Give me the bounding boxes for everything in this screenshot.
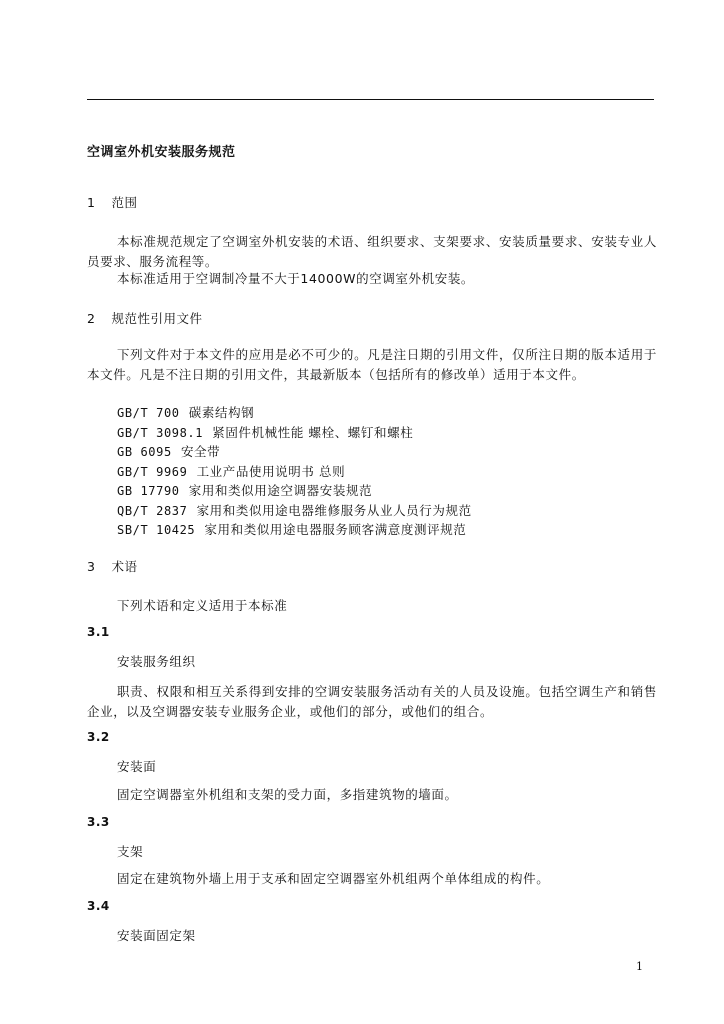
reference-title: 安全带	[180, 444, 221, 459]
list-item	[117, 462, 472, 482]
section-number: 2	[87, 311, 96, 326]
reference-title: 家用和类似用途电器服务顾客满意度测评规范	[204, 522, 467, 537]
section-heading-normative-references	[87, 309, 203, 327]
reference-title: 紧固件机械性能 螺栓、螺钉和螺柱	[212, 424, 414, 440]
document-title: 空调室外机安装服务规范	[87, 145, 236, 160]
section-heading-terms	[87, 557, 138, 575]
term-name: 支架	[117, 844, 144, 859]
reference-code: GB 17790	[117, 484, 180, 498]
reference-code: SB/T 10425	[117, 523, 196, 537]
list-item	[117, 501, 472, 521]
list-item	[117, 423, 472, 443]
reference-code: GB 6095	[117, 445, 172, 459]
list-item	[117, 481, 472, 501]
term-definition: 职责、权限和相互关系得到安排的空调安装服务活动有关的人员及设施。包括空调生产和销售企业，以及空调器安装专业服务企业，或他们的部分，或他们的组合。	[87, 684, 657, 719]
header-rule	[87, 99, 654, 100]
section-heading-scope	[87, 193, 138, 211]
reference-title: 家用和类似用途电器维修服务从业人员行为规范	[196, 502, 472, 518]
terms-intro: 下列术语和定义适用于本标准	[117, 598, 288, 613]
reference-code: GB/T 9969	[117, 464, 188, 479]
term-name: 安装面	[117, 759, 157, 774]
term-number: 3.1	[87, 625, 110, 639]
reference-title: 家用和类似用途空调器安装规范	[188, 483, 373, 498]
reference-code: GB/T 3098.1	[117, 425, 204, 440]
term-number: 3.4	[87, 899, 110, 913]
term-number: 3.2	[87, 730, 110, 744]
references-intro: 下列文件对于本文件的应用是必不可少的。凡是注日期的引用文件，仅所注日期的版本适用于本文件。凡是不注日期的引用文件，其最新版本（包括所有的修改单）适用于本文件。	[87, 347, 657, 382]
term-number: 3.3	[87, 815, 110, 829]
term-name: 安装面固定架	[117, 928, 196, 943]
section-title: 术语	[111, 559, 138, 574]
section-title: 规范性引用文件	[111, 311, 203, 326]
list-item	[117, 520, 472, 540]
term-definition: 固定空调器室外机组和支架的受力面，多指建筑物的墙面。	[117, 787, 458, 802]
term-definition: 固定在建筑物外墙上用于支承和固定空调器室外机组两个单体组成的构件。	[117, 871, 550, 886]
page-number: 1	[636, 960, 643, 973]
list-item	[117, 403, 472, 423]
list-item	[117, 442, 472, 462]
section-title: 范围	[111, 195, 138, 210]
scope-paragraph-2: 本标准适用于空调制冷量不大于14000W的空调室外机安装。	[117, 271, 475, 286]
reference-code: QB/T 2837	[117, 503, 188, 518]
scope-paragraph-1: 本标准规范规定了空调室外机安装的术语、组织要求、支架要求、安装质量要求、安装专业人员要求、服务流程等。	[87, 234, 657, 269]
reference-code: GB/T 700	[117, 406, 180, 420]
section-number: 3	[87, 559, 96, 574]
section-number: 1	[87, 195, 96, 210]
reference-list	[117, 403, 472, 540]
reference-title: 工业产品使用说明书 总则	[196, 463, 346, 479]
term-name: 安装服务组织	[117, 654, 196, 669]
reference-title: 碳素结构钢	[188, 405, 255, 420]
